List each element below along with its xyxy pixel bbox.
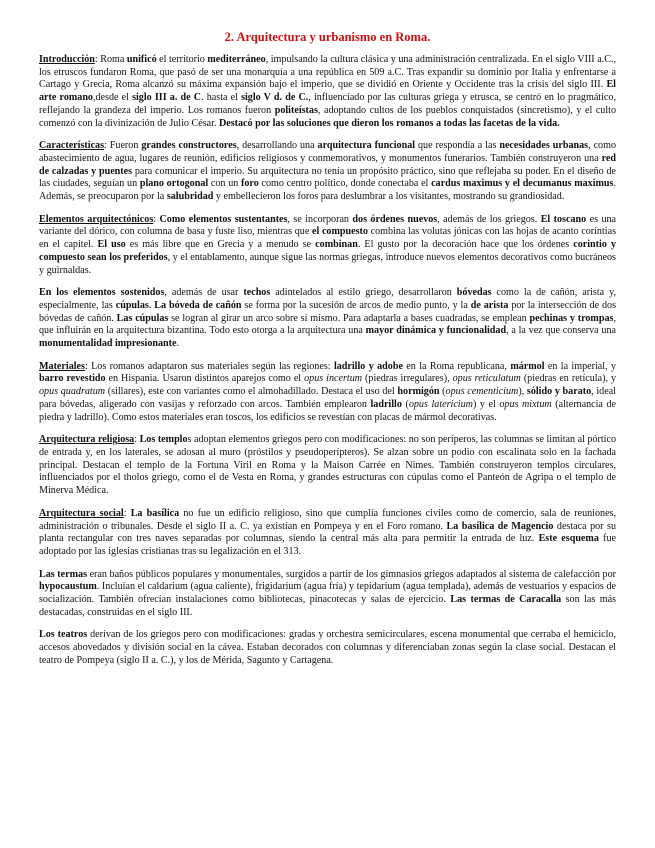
- paragraph-text: destaca por su planta rectangular con tres naves separadas por columnas, siendo la central más alta para permitir la entrada de luz.: [39, 520, 616, 545]
- paragraph-text: derivan de los griegos pero con modificaciones: gradas y orchestra semicirculares, escena monumental que cerraba el hemiciclo, accesos abovedados y división social en la cávea. Estaban decorados con columnas y diferenciaban zonas según la clase social. Destacan el teatro de Pompeya (siglo II a. C.), y los de Mérida, Sagunto y Cartagena.: [39, 629, 616, 666]
- paragraph-text: : Fueron: [104, 140, 142, 152]
- paragraph-text: , desarrollando una: [236, 140, 318, 152]
- paragraph-text: , como abastecimiento de agua, lugares de reunión, edificios religiosos y conmemorativos, y monumentos funerarios. También construyeron una: [39, 140, 616, 164]
- bold-text: corintio y compuesto sean los preferidos: [39, 239, 616, 263]
- paragraph-text: s adoptan elementos griegos pero con modificaciones: no son períperos, las columnas se limitan al pórtico de entrada y, en los laterales, se adosan al muro (próstilos y pseudoperípteros). Se alzan sobre un podio con escalinata solo en la fachada principal. Destacan el templo de la Fortuna Viril en Roma y la Maison Carrée en Nimes. También construyeron templos circulares, influenciados por el tholos griego, como el de Vesta en Roma, y grandes estructuras con cúpulas como el Panteón de Agripa o el templo de Minerva Médica.: [39, 434, 616, 497]
- paragraph-text: se forma por la sucesión de arcos de medio punto, y la: [241, 299, 471, 311]
- bold-text: salubridad: [166, 191, 214, 203]
- bold-text: Como elementos sustentantes: [159, 213, 288, 225]
- paragraph-text: , ideal para bóvedas, aligerado con vasijas y reforzado con arcos. También emplearon: [39, 386, 616, 410]
- paragraph-text: eran baños públicos populares y monumentales, surgidos a partir de los gimnasios griegos adaptados al sistema de calefacción por: [87, 568, 616, 580]
- paragraph-text: en la Roma republicana,: [402, 360, 511, 372]
- paragraph-materiales: [39, 361, 616, 425]
- bold-text: En los elementos sostenidos: [39, 287, 165, 299]
- paragraph-text: es una variante del dórico, con columna de basa y fuste liso, mientras que: [39, 213, 617, 238]
- paragraph-text: para comunicar el imperio. Su arquitectura no tenía un propósito práctico, sino que reflejaba su poder. En el diseño de las ciudades, seguían un: [39, 165, 616, 190]
- paragraph-text: (piedras en retícula), y: [520, 373, 617, 385]
- bold-text: de arista: [470, 299, 509, 311]
- italic-term: opus quadratum: [39, 386, 106, 398]
- bold-text: plano ortogonal: [139, 178, 209, 190]
- paragraph-text: :: [153, 213, 160, 225]
- section-heading: Arquitectura social: [39, 507, 124, 519]
- paragraph-text: en Hispania. Usaron distintos aparejos como el: [105, 373, 305, 385]
- italic-term: opus reticulatum: [452, 373, 521, 385]
- paragraph-text: (alternancia de piedra y ladrillo). Como estos materiales eran toscos, los edificios se revestían con placas de mármol decorativas.: [39, 398, 616, 423]
- bold-text: cardus maximus y el decumanus maximus: [431, 178, 614, 190]
- bold-text: mayor dinámica y funcionalidad: [365, 325, 507, 337]
- paragraph-text: , además de los griegos.: [437, 213, 541, 225]
- paragraph-text: ) y el: [472, 398, 500, 410]
- bold-text: ladrillo y adobe: [333, 360, 403, 372]
- paragraph-text: por la intersección de dos bóvedas de cañón.: [39, 299, 617, 324]
- paragraph-elementos-arquitectonicos: [39, 214, 616, 278]
- bold-text: grandes constructores: [141, 140, 237, 152]
- paragraph-text: . Incluían el caldarium (agua caliente), frigidarium (agua fría) y tepidarium (agua templada), además de vestuarios y espacios de socialización. También ofrecían instalaciones como bibliotecas, pinacotecas y salas de ejercicio.: [39, 581, 616, 606]
- paragraph-text: que respondía a las: [415, 140, 500, 152]
- bold-text: hypocaustum: [39, 581, 97, 593]
- paragraph-text: ),: [518, 386, 527, 398]
- paragraph-text: , que influirán en la arquitectura bizantina. Todo esto otorga a la arquitectura una: [39, 312, 616, 337]
- paragraph-text: , a la vez que conserva una: [506, 325, 616, 337]
- bold-text: dos órdenes nuevos: [352, 213, 438, 225]
- paragraph-text: combina las volutas jónicas con las hojas de acanto corintias en el capitel.: [39, 226, 616, 251]
- bold-text: El uso: [97, 239, 126, 251]
- bold-text: combinan: [315, 239, 358, 251]
- bold-text: necesidades urbanas: [499, 140, 589, 152]
- bold-text: Las termas de Caracalla: [450, 594, 562, 606]
- bold-text: Destacó por las soluciones que dieron los romanos a todas las facetas de la vida.: [218, 117, 560, 129]
- bold-text: ladrillo: [370, 398, 402, 410]
- paragraph-text: . Además, se preocuparon por la: [39, 178, 616, 203]
- bold-text: La bóveda de cañón: [154, 299, 242, 311]
- paragraph-text: . El gusto por la decoración hace que los órdenes: [357, 239, 574, 251]
- paragraph-text: el territorio: [156, 54, 208, 65]
- bold-text: siglo V d. de C.: [241, 92, 309, 104]
- paragraph-elementos-sostenidos: [39, 287, 616, 351]
- bold-text: Los teatros: [39, 629, 88, 641]
- paragraph-text: :: [134, 434, 140, 446]
- section-heading: Introducción: [39, 54, 95, 65]
- bold-text: unificó: [126, 54, 157, 65]
- paragraph-text: con un: [208, 178, 241, 190]
- bold-text: La basílica de Magencio: [446, 520, 554, 532]
- paragraph-caracteristicas: [39, 140, 616, 204]
- italic-term: opus latericium: [408, 398, 473, 410]
- paragraph-text: fue adoptado por las iglesias cristianas tras su legalización en el 313.: [39, 533, 616, 557]
- bold-text: Las cúpulas: [116, 312, 169, 324]
- bold-text: La basílica: [130, 507, 180, 519]
- bold-text: mediterráneo: [207, 54, 266, 65]
- paragraph-text: :: [123, 507, 131, 519]
- bold-text: El arte romano: [39, 79, 616, 104]
- bold-text: el compuesto: [312, 226, 368, 238]
- paragraph-arquitectura-religiosa: [39, 434, 616, 498]
- bold-text: Las termas: [39, 568, 87, 580]
- paragraph-text: : Roma: [94, 54, 127, 65]
- bold-text: hormigón: [397, 386, 440, 398]
- section-heading: Características: [39, 140, 105, 152]
- paragraph-text: .: [148, 299, 155, 311]
- section-heading: Arquitectura religiosa: [39, 434, 135, 446]
- paragraph-text: , y el entablamento, aunque sigue las normas griegas, introduce nuevos elementos decorativos como bucráneos y guirnaldas.: [39, 251, 616, 276]
- bold-text: monumentalidad impresionante: [39, 338, 177, 350]
- paragraph-text: , impulsando la cultura clásica y una administración centralizada. En el siglo VIII a.C., los etruscos fundaron Roma, que pasó de ser una monarquía a una república en 509 a.C. Tras expandir su dominio por Italia y enfrentarse a Cartago y Grecia, Roma alcanzó su máxima expansión bajo el imperio, que se dividió en Oriente y Occidente tras la crisis del siglo III.: [39, 54, 616, 91]
- bold-text: El toscano: [540, 213, 587, 225]
- paragraph-introduccion: [39, 54, 616, 130]
- paragraph-text: son las más destacadas, construidas en el siglo III.: [39, 594, 616, 618]
- bold-text: sólido y barato: [526, 386, 592, 398]
- paragraph-text: , se incorporan: [287, 213, 353, 225]
- bold-text: siglo III a. de C: [132, 92, 202, 104]
- paragraph-text: (piedras irregulares),: [362, 373, 453, 385]
- paragraph-text: y embellecieron los foros para deslumbrar a los visitantes, mostrando su grandiosidad.: [213, 191, 565, 203]
- bold-text: mármol: [510, 360, 545, 372]
- paragraph-text: no fue un edificio religioso, sino que cumplía funciones civiles como de comercio, sala de reuniones, administración o tribunales. Desde el siglo II a. C. ya existían en Pompeya y en el Foro romano.: [39, 507, 617, 532]
- bold-text: bóvedas: [456, 287, 492, 299]
- paragraph-text: (: [439, 386, 446, 398]
- paragraph-text: , además de usar: [164, 287, 244, 299]
- bold-text: barro revestido: [39, 373, 106, 385]
- page-title: 2. Arquitectura y urbanismo en Roma.: [224, 30, 431, 44]
- paragraph-text: : Los romanos adaptaron sus materiales según las regiones:: [84, 360, 334, 372]
- bold-text: foro: [241, 178, 259, 190]
- paragraph-text: como la de cañón, arista y, especialmente, las: [39, 287, 616, 311]
- paragraph-text: . hasta el: [201, 92, 242, 104]
- paragraph-text: (sillares), este con variantes como el almohadillado. Destaca el uso del: [105, 386, 398, 398]
- paragraph-teatros: [39, 629, 616, 667]
- paragraph-text: .: [176, 338, 180, 350]
- bold-text: techos: [243, 287, 271, 299]
- italic-term: opus incertum: [304, 373, 363, 385]
- bold-text: pechinas y trompas: [529, 312, 614, 324]
- paragraph-termas: [39, 569, 616, 620]
- paragraph-text: como centro político, donde conectaba el: [258, 178, 432, 190]
- bold-text: red de calzadas y puentes: [39, 152, 616, 177]
- paragraph-text: es más libre que en Grecia y a menudo se: [125, 239, 316, 251]
- bold-text: cúpulas: [115, 299, 149, 311]
- paragraph-text: ,desde el: [92, 92, 133, 104]
- bold-text: Los templo: [139, 434, 188, 446]
- paragraph-text: en la imperial, y: [544, 360, 617, 372]
- paragraph-text: , adoptando cultos de los pueblos conquistados (sincretismo), y el culto comenzó con la divinización de Julio César.: [39, 104, 616, 129]
- bold-text: Este esquema: [538, 533, 599, 545]
- paragraph-text: se logran al girar un arco sobre sí mismo. Para adaptarla a bases cuadradas, se emplean: [168, 312, 530, 324]
- paragraph-text: adintelados al estilo griego, desarrollaron: [270, 287, 457, 299]
- paragraph-text: (: [401, 398, 409, 410]
- bold-text: arquitectura funcional: [317, 140, 416, 152]
- paragraph-text: , influenciado por las culturas griega y etrusca, se centró en lo pragmático, reflejando la grandeza del imperio. Los romanos fueron: [39, 92, 616, 116]
- section-heading: Materiales: [39, 360, 85, 372]
- italic-term: opus cementicium: [445, 386, 519, 398]
- paragraph-arquitectura-social: [39, 508, 616, 559]
- bold-text: politeístas: [274, 104, 318, 116]
- section-heading: Elementos arquitectónicos: [39, 213, 154, 225]
- italic-term: opus mixtum: [499, 398, 552, 410]
